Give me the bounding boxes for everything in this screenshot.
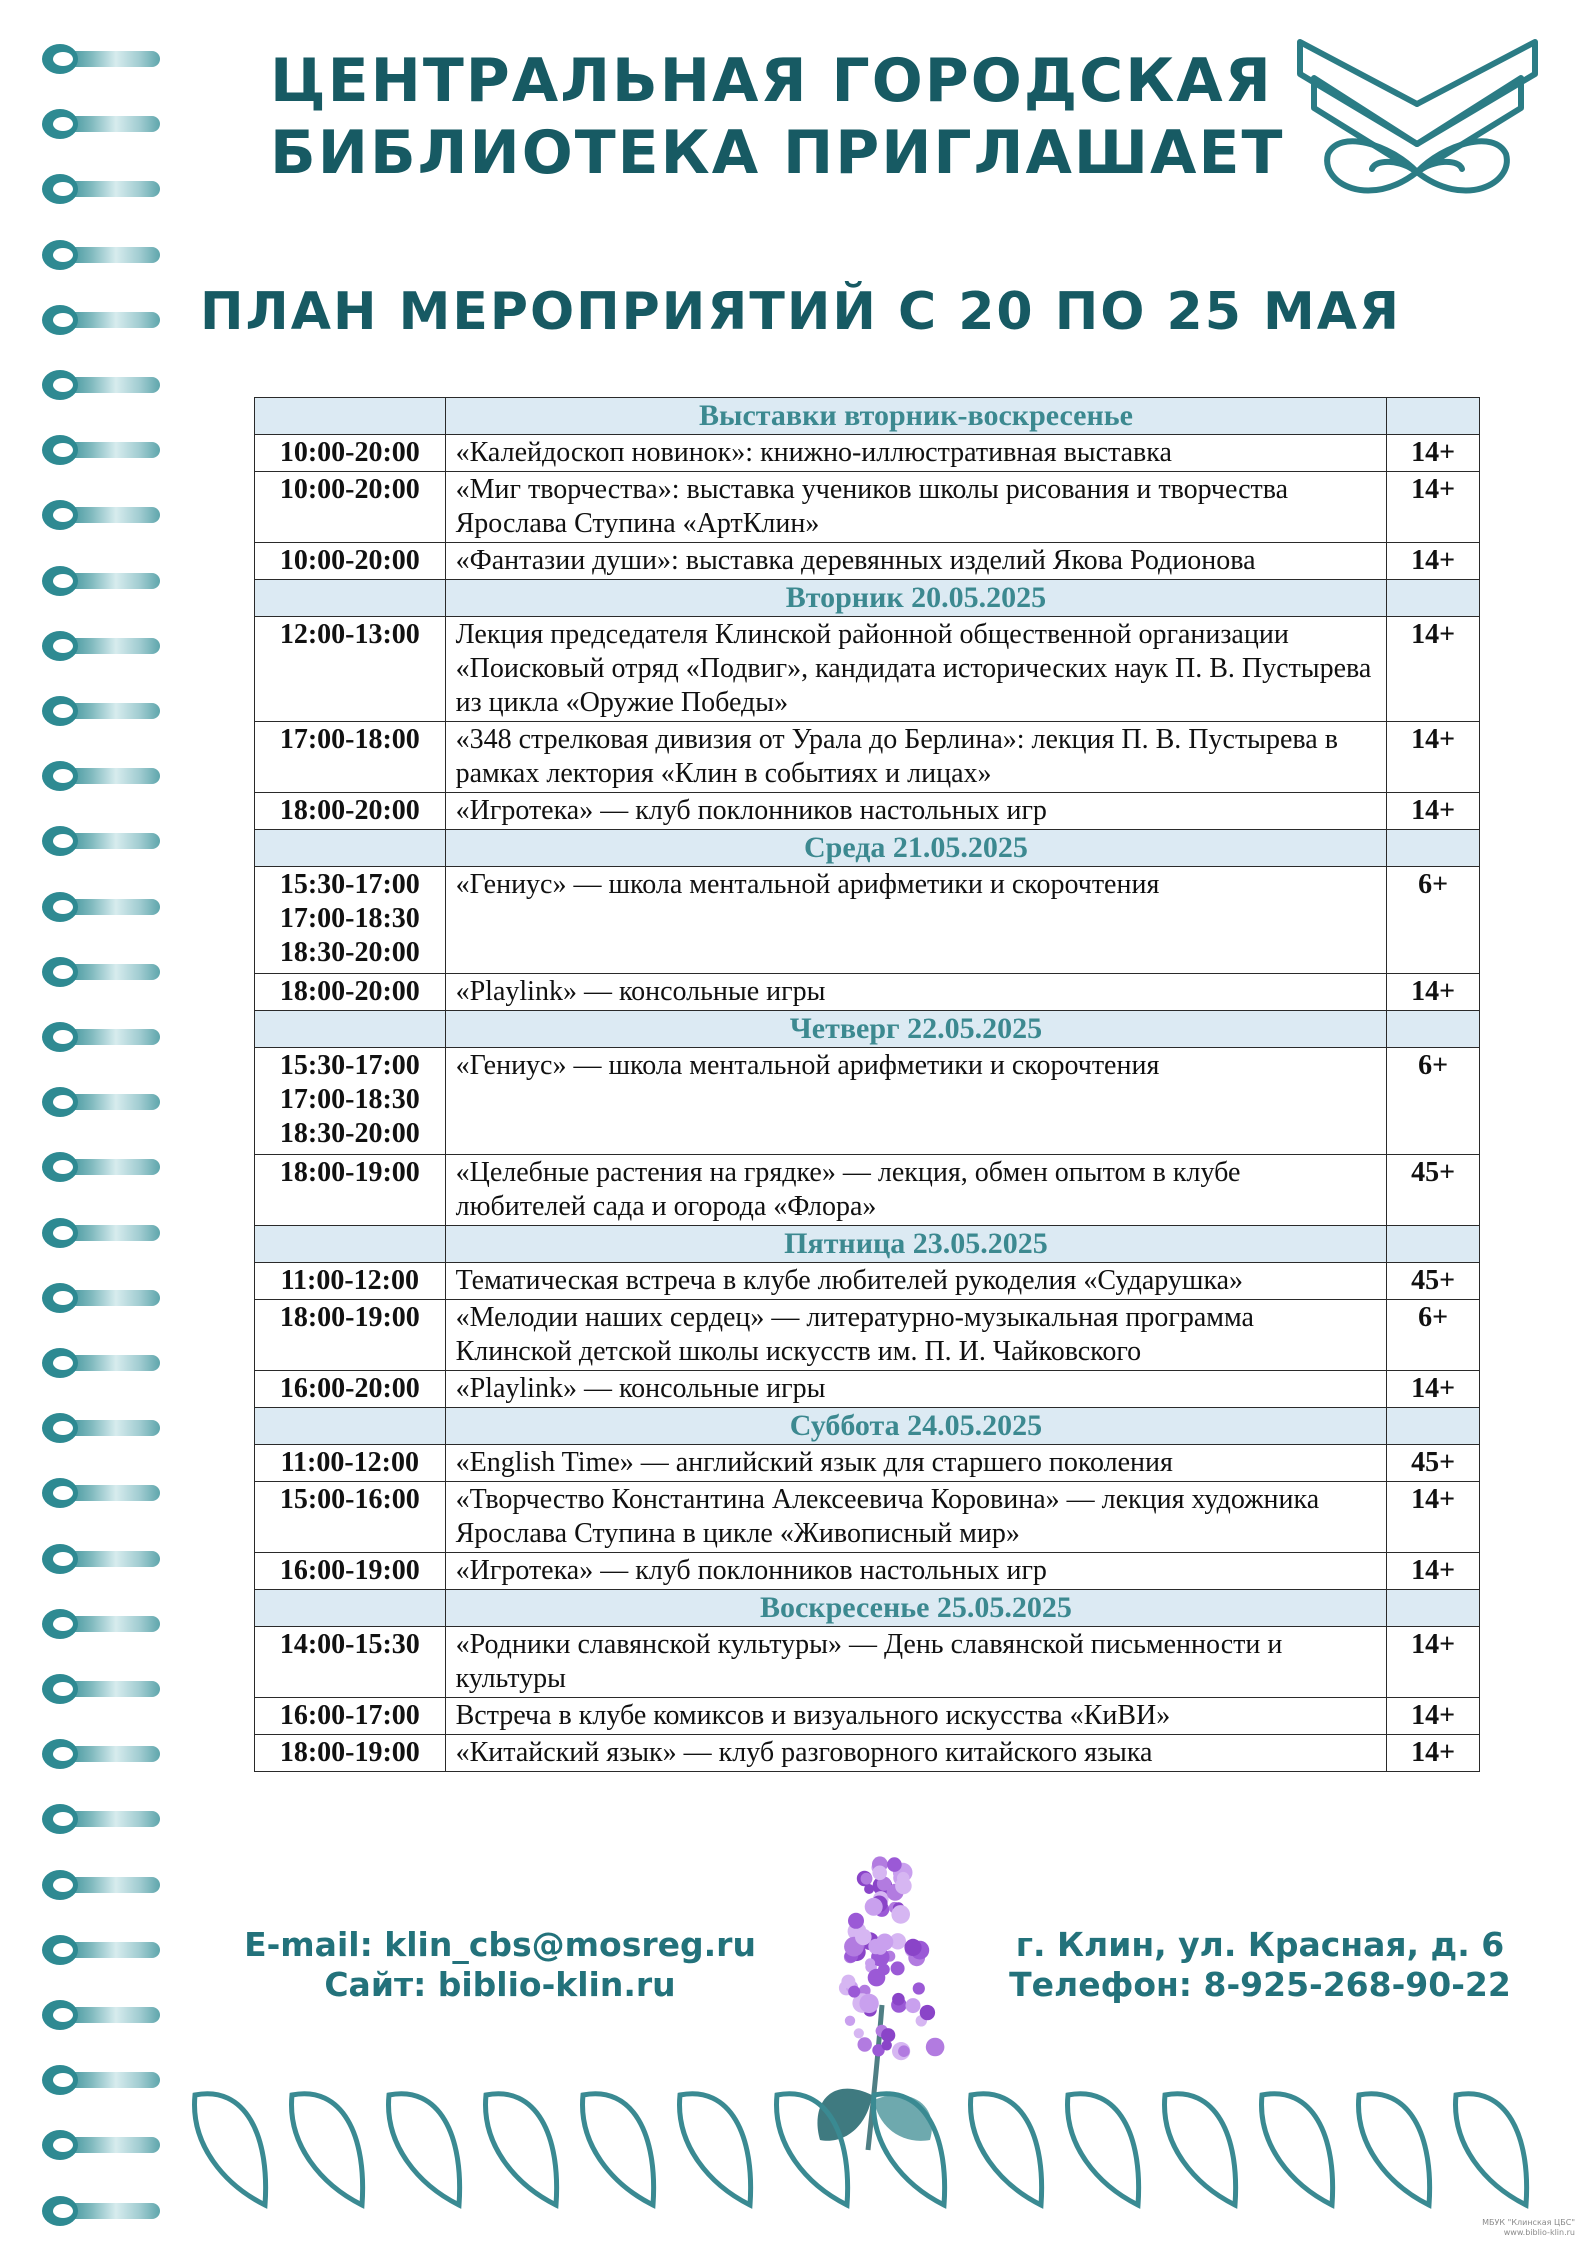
leaf-outline [874,2094,945,2205]
event-time: 18:00-19:00 [255,1155,446,1226]
lilac-petal [859,1994,878,2013]
section-heading: Четверг 22.05.2025 [445,1011,1387,1048]
table-row [255,1735,1480,1772]
age-rating: 14+ [1387,1371,1480,1408]
event-time-slot: 15:30-17:00 [279,1050,420,1081]
spiral-ring [42,1804,162,1834]
section-header-row [255,830,1480,867]
event-time: 11:00-12:00 [255,1263,446,1300]
age-rating: 14+ [1387,1735,1480,1772]
header-empty-cell [255,830,446,867]
lilac-petal [898,2045,910,2057]
event-description: «Творчество Константина Алексеевича Коровина» — лекция художника Ярослава Ступина в цикле «Живописный мир» [445,1482,1387,1553]
table-row [255,793,1480,830]
table-row [255,1300,1480,1371]
title-line-1: ЦЕНТРАЛЬНАЯ ГОРОДСКАЯ [270,46,1273,116]
header-empty-cell [1387,1011,1480,1048]
section-header-row [255,1226,1480,1263]
leaf-outline [292,2094,363,2205]
event-description: «Миг творчества»: выставка учеников школы рисования и творчества Ярослава Ступина «АртКлин» [445,472,1387,543]
spiral-ring [42,174,162,204]
table-row [255,543,1480,580]
lilac-petal [876,1934,893,1951]
leaf-outline [777,2094,848,2205]
lilac-petal [895,1878,912,1895]
lilac-petal [855,1929,872,1946]
lilac-petal [887,1857,902,1872]
lilac-petal [865,1898,883,1916]
leaf-outline [1359,2094,1430,2205]
section-header-row [255,1590,1480,1627]
event-time: 10:00-20:00 [255,543,446,580]
table-row [255,722,1480,793]
age-rating: 6+ [1387,1300,1480,1371]
header-empty-cell [1387,1590,1480,1627]
section-header-row [255,398,1480,435]
header-empty-cell [1387,1226,1480,1263]
spiral-ring [42,1609,162,1639]
lilac-petal [848,1986,860,1998]
event-description: «348 стрелковая дивизия от Урала до Берлина»: лекция П. В. Пустырева в рамках лектория «Клин в событиях и лицах» [445,722,1387,793]
lilac-petal [864,1884,874,1894]
section-heading: Суббота 24.05.2025 [445,1408,1387,1445]
lilac-petal [881,2028,895,2042]
spiral-ring [42,240,162,270]
spiral-ring [42,2000,162,2030]
lilac-petal [891,1961,905,1975]
lilac-petal [926,2038,945,2057]
leaf-outline [486,2094,557,2205]
event-time: 18:00-19:00 [255,1300,446,1371]
page-subtitle: ПЛАН МЕРОПРИЯТИЙ С 20 ПО 25 МАЯ [200,282,1402,342]
leaf-outline [1068,2094,1139,2205]
event-time-slot: 15:30-17:00 [279,869,420,900]
event-time: 16:00-19:00 [255,1553,446,1590]
spiral-ring [42,1478,162,1508]
table-row [255,867,1480,974]
header-empty-cell [1387,580,1480,617]
spiral-ring [42,892,162,922]
spiral-ring [42,631,162,661]
spiral-ring [42,957,162,987]
leaf-outline [1165,2094,1236,2205]
lilac-petal [868,1969,886,1987]
event-description: «Китайский язык» — клуб разговорного китайского языка [445,1735,1387,1772]
spiral-ring [42,1022,162,1052]
table-row [255,974,1480,1011]
event-time: 16:00-20:00 [255,1371,446,1408]
section-heading: Пятница 23.05.2025 [445,1226,1387,1263]
event-time: 10:00-20:00 [255,472,446,543]
age-rating: 6+ [1387,1048,1480,1155]
table-row [255,1263,1480,1300]
event-description: «Игротека» — клуб поклонников настольных игр [445,793,1387,830]
event-description: «Playlink» — консольные игры [445,1371,1387,1408]
lilac-petal [913,1982,925,1994]
footnote-line-2: www.biblio-klin.ru [1503,2228,1575,2237]
spiral-ring [42,1935,162,1965]
table-row [255,1371,1480,1408]
spiral-ring [42,2065,162,2095]
event-time: 11:00-12:00 [255,1445,446,1482]
email-link[interactable]: E-mail: klin_cbs@mosreg.ru [244,1925,756,1964]
age-rating: 14+ [1387,472,1480,543]
event-time [255,867,446,974]
age-rating: 45+ [1387,1263,1480,1300]
event-description: «Гениус» — школа ментальной арифметики и скорочтения [445,1048,1387,1155]
event-time: 10:00-20:00 [255,435,446,472]
table-row [255,1553,1480,1590]
address-text: г. Клин, ул. Красная, д. 6 [1015,1925,1505,1964]
lilac-petal [848,1913,864,1929]
age-rating: 14+ [1387,974,1480,1011]
lilac-petal [858,2037,872,2051]
header-empty-cell [255,1590,446,1627]
spiral-ring [42,1413,162,1443]
spiral-ring [42,1348,162,1378]
contacts-address [980,1925,1540,2005]
spiral-ring [42,305,162,335]
event-time: 18:00-20:00 [255,974,446,1011]
lilac-petal [904,1939,921,1956]
header-empty-cell [1387,1408,1480,1445]
header-empty-cell [1387,398,1480,435]
leaf-outline [1262,2094,1333,2205]
age-rating: 14+ [1387,435,1480,472]
header-empty-cell [255,1011,446,1048]
table-row [255,1445,1480,1482]
event-time: 18:00-19:00 [255,1735,446,1772]
event-description: Встреча в клубе комиксов и визуального искусства «КиВИ» [445,1698,1387,1735]
leaf-pattern-icon [185,2075,1565,2215]
event-description: «Playlink» — консольные игры [445,974,1387,1011]
header-empty-cell [255,1408,446,1445]
spiral-ring [42,1087,162,1117]
table-row [255,617,1480,722]
table-row [255,1155,1480,1226]
table-row [255,1627,1480,1698]
leaf-outline [971,2094,1042,2205]
event-time: 12:00-13:00 [255,617,446,722]
section-header-row [255,580,1480,617]
lilac-petal [906,1998,921,2013]
event-time: 14:00-15:30 [255,1627,446,1698]
spiral-ring [42,696,162,726]
event-description: Лекция председателя Клинской районной общественной организации «Поисковый отряд «Подвиг», кандидата исторических наук П. В. Пустырева из цикла «Оружие Победы» [445,617,1387,722]
event-description: «Калейдоскоп новинок»: книжно-иллюстративная выставка [445,435,1387,472]
open-book-logo-icon [1280,34,1555,214]
event-time-slot: 18:30-20:00 [279,1118,420,1149]
age-rating: 14+ [1387,1553,1480,1590]
spiral-ring [42,44,162,74]
event-time: 15:00-16:00 [255,1482,446,1553]
header-empty-cell [1387,830,1480,867]
event-description: «Игротека» — клуб поклонников настольных игр [445,1553,1387,1590]
page-title [270,45,1285,189]
contacts-online [200,1925,800,2005]
spiral-ring [42,1544,162,1574]
age-rating: 45+ [1387,1155,1480,1226]
lilac-petal [882,2040,892,2050]
section-heading: Выставки вторник-воскресенье [445,398,1387,435]
lilac-petal [872,1866,887,1881]
event-time-slot: 18:30-20:00 [279,937,420,968]
schedule-table [254,397,1480,1772]
age-rating: 14+ [1387,722,1480,793]
header-empty-cell [255,580,446,617]
header-empty-cell [255,1226,446,1263]
table-row [255,1048,1480,1155]
age-rating: 14+ [1387,793,1480,830]
lilac-petal [845,2016,855,2026]
event-description: «Гениус» — школа ментальной арифметики и скорочтения [445,867,1387,974]
spiral-ring [42,2196,162,2226]
section-header-row [255,1408,1480,1445]
table-row [255,1482,1480,1553]
event-time: 16:00-17:00 [255,1698,446,1735]
leaf-outline [389,2094,460,2205]
spiral-ring [42,1152,162,1182]
footnote [1455,2218,1575,2238]
age-rating: 14+ [1387,1698,1480,1735]
event-time-slot: 17:00-18:30 [279,1084,420,1115]
spiral-ring [42,2130,162,2160]
spiral-ring [42,500,162,530]
spiral-ring [42,761,162,791]
section-header-row [255,1011,1480,1048]
spiral-ring [42,826,162,856]
spiral-ring [42,370,162,400]
lilac-petal [891,1905,910,1924]
leaf-outline [680,2094,751,2205]
lilac-petal [854,2028,864,2038]
table-row [255,472,1480,543]
section-heading: Воскресенье 25.05.2025 [445,1590,1387,1627]
age-rating: 14+ [1387,543,1480,580]
title-line-2: БИБЛИОТЕКА ПРИГЛАШАЕТ [270,118,1285,188]
event-time: 17:00-18:00 [255,722,446,793]
lilac-petal [892,1993,905,2006]
leaf-outline [583,2094,654,2205]
spiral-ring [42,1739,162,1769]
event-time [255,1048,446,1155]
spiral-ring [42,1283,162,1313]
event-time: 18:00-20:00 [255,793,446,830]
spiral-ring [42,1674,162,1704]
phone-text: Телефон: 8-925-268-90-22 [1009,1965,1511,2004]
spiral-ring [42,1218,162,1248]
site-link[interactable]: Сайт: biblio-klin.ru [324,1965,676,2004]
age-rating: 45+ [1387,1445,1480,1482]
event-description: «Целебные растения на грядке» — лекция, обмен опытом в клубе любителей сада и огорода «Флора» [445,1155,1387,1226]
event-description: Тематическая встреча в клубе любителей рукоделия «Сударушка» [445,1263,1387,1300]
section-heading: Вторник 20.05.2025 [445,580,1387,617]
spiral-ring [42,109,162,139]
event-time-slot: 17:00-18:30 [279,903,420,934]
table-row [255,1698,1480,1735]
header-empty-cell [255,398,446,435]
event-description: «Фантазии души»: выставка деревянных изделий Якова Родионова [445,543,1387,580]
age-rating: 14+ [1387,1482,1480,1553]
section-heading: Среда 21.05.2025 [445,830,1387,867]
lilac-petal [861,1873,873,1885]
age-rating: 6+ [1387,867,1480,974]
event-description: «Мелодии наших сердец» — литературно-музыкальная программа Клинской детской школы искусств им. П. И. Чайковского [445,1300,1387,1371]
event-description: «English Time» — английский язык для старшего поколения [445,1445,1387,1482]
lilac-petal [920,2005,935,2020]
spiral-ring [42,566,162,596]
leaf-outline [195,2094,266,2205]
event-description: «Родники славянской культуры» — День славянской письменности и культуры [445,1627,1387,1698]
table-row [255,435,1480,472]
leaf-outline [1456,2094,1527,2205]
age-rating: 14+ [1387,617,1480,722]
spiral-binding-icon [42,44,162,2234]
footnote-line-1: МБУК "Клинская ЦБС" [1482,2218,1575,2227]
spiral-ring [42,1870,162,1900]
age-rating: 14+ [1387,1627,1480,1698]
spiral-ring [42,435,162,465]
lilac-petal [865,1958,875,1968]
